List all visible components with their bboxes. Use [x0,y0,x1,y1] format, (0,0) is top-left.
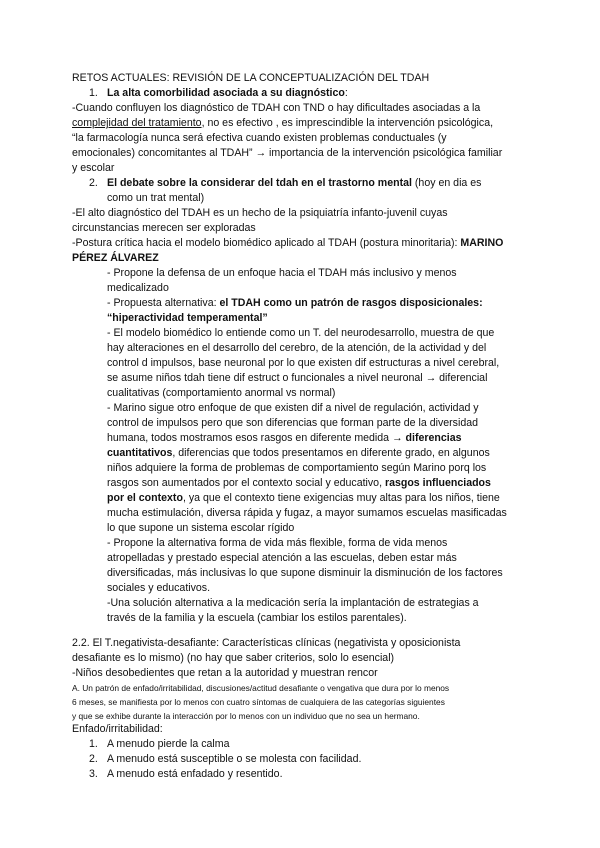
list-number: 3. [89,768,98,780]
bullet-line: mucha estimulación, diversa rápida y fugaz, a mayor sumamos escuelas masificadas [107,507,507,519]
bullet-text: , diferencias que todos presentamos en diferente grado, en algunos [172,447,490,459]
paragraph-line: -Cuando confluyen los diagnóstico de TDAH con TND o hay dificultades asociadas a la [72,102,481,114]
paragraph-line: circunstancias merecen ser exploradas [72,222,256,234]
section-heading: 2.2. El T.negativista-desafiante: Características clínicas (negativista y oposicionista [72,637,461,649]
list-number: 1. [89,87,98,99]
criteria-line: 6 meses, se manifiesta por lo menos con cuatro síntomas de cualquiera de las categorías siguientes [72,697,445,707]
author-name: MARINO [460,237,504,249]
bullet-line: -Una solución alternativa a la medicación sería la implantación de estrategias a [107,597,479,609]
bullet-bold-line: “hiperactividad temperamental” [107,312,268,324]
bullet-line: sociales y educativos. [107,582,211,594]
paragraph-line [72,236,503,250]
document-title: RETOS ACTUALES: REVISIÓN DE LA CONCEPTUALIZACIÓN DEL TDAH [72,72,430,84]
bullet-line: medicalizado [107,282,169,294]
author-name-continued: PÉREZ ÁLVAREZ [72,252,159,264]
bullet-line: - Propone la defensa de un enfoque hacia el TDAH más inclusivo y menos [107,267,457,279]
list-number: 2. [89,177,98,189]
bullet-line [107,446,490,460]
bullet-text: rasgos son aumentados por el contexto social y educativo, [107,477,385,489]
bullet-line [107,491,500,505]
bullet-line: control de impulsos pero que son diferencias que forman parte de la diversidad [107,417,478,429]
criteria-line: A. Un patrón de enfado/irritabilidad, discusiones/actitud desafiante o vengativa que dura por lo menos [72,683,450,693]
bullet-text: , ya que el contexto tiene exigencias muy altas para los niños, tiene [182,492,500,504]
bullet-line: se asume niños tdah tiene dif estruct o funcionales a nivel neuronal → diferencial [107,372,488,384]
bullet-line [107,431,462,445]
paragraph-line: “la farmacología nunca será efectiva cuando existen problemas conductuales (y [72,132,447,144]
heading-comorbidity [107,86,348,100]
paragraph-line: y escolar [72,162,115,174]
list-number: 1. [89,738,98,750]
bullet-line: través de la familia y la escuela (cambiar los estilos parentales). [107,612,407,624]
subheading: Enfado/irritabilidad: [72,723,163,735]
paragraph-line: -Niños desobedientes que retan a la autoridad y muestran rencor [72,667,378,679]
bullet-line: control d impulsos, base neuronal por lo que existen dif estructuras a nivel cerebral, [107,357,500,369]
bullet-line [107,476,491,490]
bullet-line: - El modelo biomédico lo entiende como un T. del neurodesarrollo, muestra de que [107,327,495,339]
paragraph-line: emocionales) concomitantes al TDAH” → importancia de la intervención psicológica familiar [72,147,503,159]
paragraph-text: -Postura crítica hacia el modelo biomédico aplicado al TDAH (postura minoritaria): [72,237,461,249]
heading-comorbidity-bold: La alta comorbilidad asociada a su diagnóstico [107,87,345,99]
heading-debate [107,176,481,190]
bullet-line: lo que supone un sistema escolar rígido [107,522,295,534]
bullet-line: - Propone la alternativa forma de vida más flexible, forma de vida menos [107,537,448,549]
heading-debate-continued: como un trat mental) [107,192,205,204]
bullet-bold-text: cuantitativos [107,447,173,459]
bullet-line: hay alteraciones en el desarrollo del cerebro, de la atención, de la actividad y del [107,342,487,354]
heading-colon: : [344,87,348,99]
bullet-bold-text: el TDAH como un patrón de rasgos disposicionales: [219,297,483,309]
bullet-line [107,296,483,310]
bullet-bold-text: rasgos influenciados [384,477,491,489]
list-item: A menudo está susceptible o se molesta con facilidad. [107,753,362,765]
list-item: A menudo pierde la calma [107,738,230,750]
paragraph-line: -El alto diagnóstico del TDAH es un hecho de la psiquiatría infanto-juvenil cuyas [72,207,448,219]
paragraph-line [72,116,493,130]
bullet-line: cualitativas (comportamiento anormal vs normal) [107,387,336,399]
bullet-line: niños adquiere la forma de problemas de comportamiento según Marino porq los [107,462,487,474]
underlined-text: complejidad del tratamiento [72,117,202,129]
paragraph-line: desafiante es lo mismo) (no hay que saber criterios, solo lo esencial) [72,652,395,664]
bullet-line: diversificadas, más inclusivas lo que supone disminuir la disminución de los factores [107,567,503,579]
bullet-line: atropelladas y prestado especial atención a las escuelas, deben estar más [107,552,457,564]
heading-debate-rest: (hoy en dia es [411,177,482,189]
paragraph-text: , no es efectivo , es imprescindible la intervención psicológica, [201,117,494,129]
heading-debate-bold: El debate sobre la considerar del tdah en el trastorno mental [107,177,412,189]
list-item: A menudo está enfadado y resentido. [107,768,283,780]
list-number: 2. [89,753,98,765]
bullet-bold-text: por el contexto [107,492,183,504]
bullet-bold-text: diferencias [405,432,462,444]
criteria-line: y que se exhibe durante la interacción por lo menos con un individuo que no sea un hermano. [72,711,420,721]
bullet-text: humana, todos mostramos esos rasgos en diferente medida → [107,432,406,444]
bullet-line: - Marino sigue otro enfoque de que existen dif a nivel de regulación, actividad y [107,402,479,414]
bullet-text: - Propuesta alternativa: [107,297,220,309]
